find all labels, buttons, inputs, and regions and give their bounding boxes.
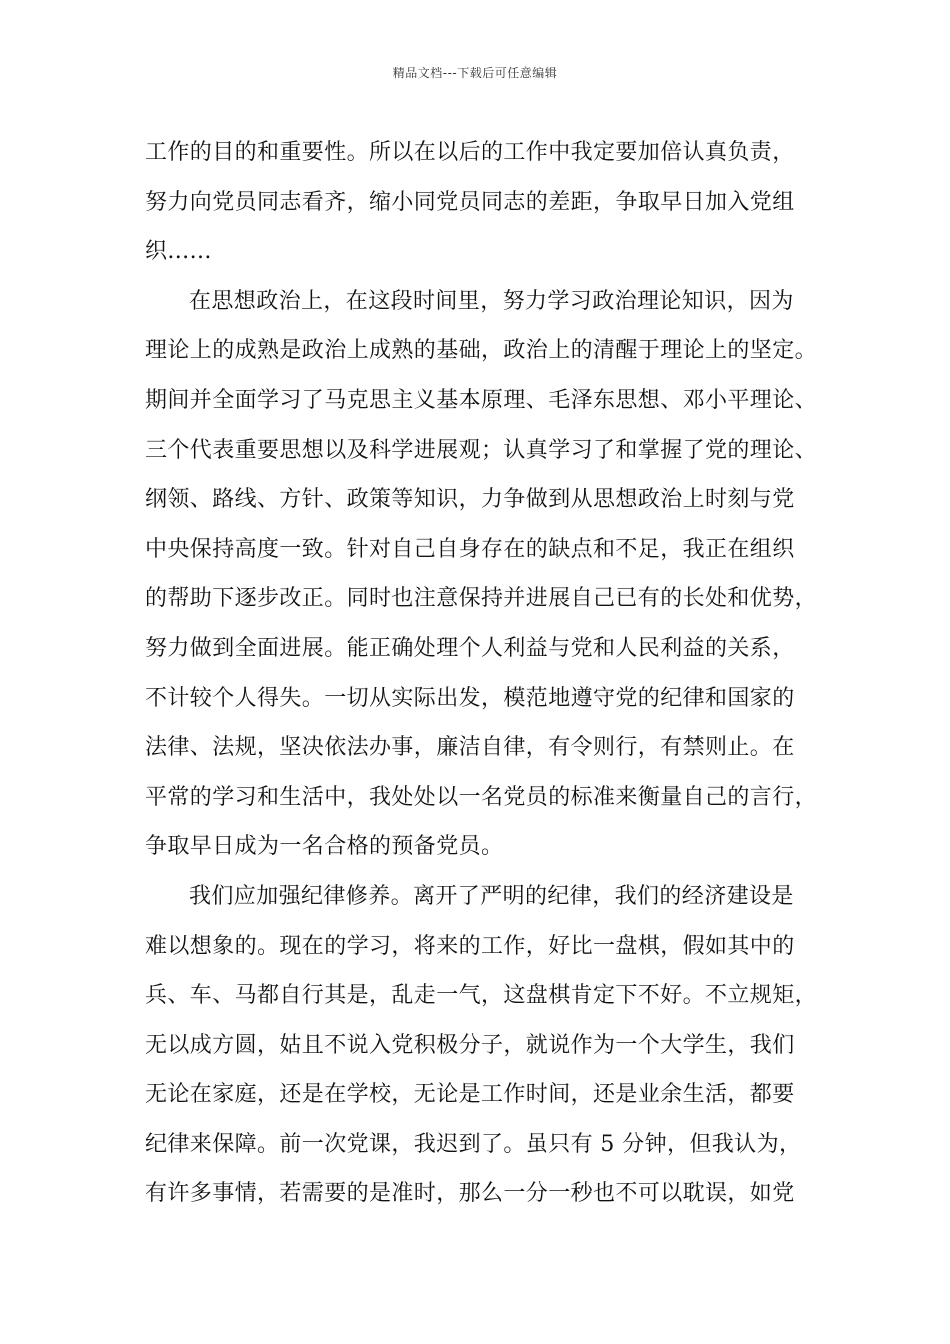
text-line: 无以成方圆，姑且不说入党积极分子，就说作为一个大学生，我们 [145, 1032, 795, 1058]
text-line: 理论上的成熟是政治上成熟的基础，政治上的清醒于理论上的坚定。 [145, 338, 818, 364]
text-line: 三个代表重要思想以及科学进展观；认真学习了和掌握了党的理论、 [145, 437, 818, 463]
paragraph-start-line: 在思想政治上，在这段时间里，努力学习政治理论知识，因为 [189, 288, 794, 314]
page-header: 精品文档---下载后可任意编辑 [392, 66, 558, 80]
text-line: 中央保持高度一致。针对自己自身存在的缺点和不足，我正在组织 [145, 536, 795, 562]
text-line: 争取早日成为一名合格的预备党员。 [145, 834, 504, 860]
text-line: 纪律来保障。前一次党课，我迟到了。虽只有 5 分钟，但我认为， [145, 1131, 802, 1157]
text-line: 工作的目的和重要性。所以在以后的工作中我定要加倍认真负责， [145, 140, 795, 165]
text-line: 不计较个人得失。一切从实际出发，模范地遵守党的纪律和国家的 [145, 685, 795, 711]
text-line: 难以想象的。现在的学习，将来的工作，好比一盘棋，假如其中的 [145, 933, 795, 959]
text-line: 兵、车、马都自行其是，乱走一气，这盘棋肯定下不好。不立规矩， [145, 983, 818, 1009]
text-line: 法律、法规，坚决依法办事，廉洁自律，有令则行，有禁则止。在 [145, 735, 795, 761]
text-line: 纲领、路线、方针、政策等知识，力争做到从思想政治上时刻与党 [145, 487, 795, 513]
paragraph-start-line: 我们应加强纪律修养。离开了严明的纪律，我们的经济建设是 [189, 883, 794, 909]
text-line: 有许多事情，若需要的是准时，那么一分一秒也不可以耽误，如党 [145, 1181, 795, 1207]
text-line: 期间并全面学习了马克思主义基本原理、毛泽东思想、邓小平理论、 [145, 387, 818, 413]
text-line: 织...... [145, 239, 212, 265]
text-line: 无论在家庭，还是在学校，无论是工作时间，还是业余生活，都要 [145, 1082, 795, 1108]
text-line: 的帮助下逐步改正。同时也注意保持并进展自己已有的长处和优势， [145, 586, 818, 612]
body-text [145, 128, 835, 1219]
text-line: 努力向党员同志看齐，缩小同党员同志的差距，争取早日加入党组 [145, 189, 795, 215]
text-line: 平常的学习和生活中，我处处以一名党员的标准来衡量自己的言行， [145, 784, 818, 810]
text-line: 努力做到全面进展。能正确处理个人利益与党和人民利益的关系， [145, 635, 795, 661]
